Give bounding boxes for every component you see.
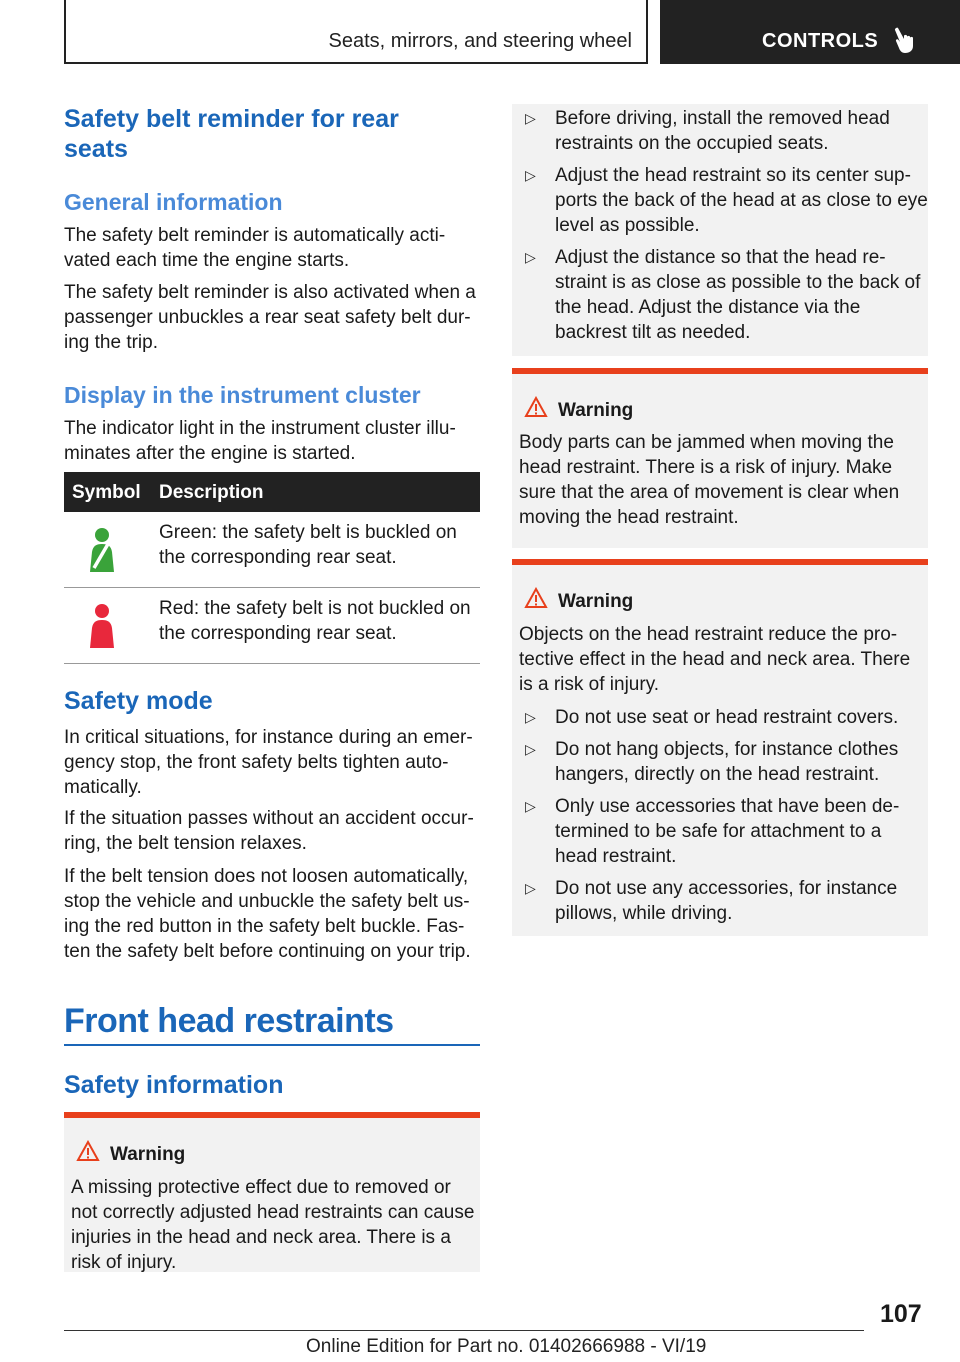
warning-triangle-icon: [524, 396, 548, 418]
list-item: ▷ Adjust the head restraint so its center sup-ports the back of the head at as close to eye level as possible.: [512, 163, 928, 238]
warning-box-objects: [512, 559, 928, 936]
warning-triangle-icon: [524, 587, 548, 609]
heading-general-information: General information: [64, 189, 283, 215]
footer-rule: [64, 1330, 864, 1331]
pointing-hand-icon: [894, 26, 920, 54]
list-item: ▷ Before driving, install the removed head restraints on the occupied seats.: [512, 106, 928, 156]
heading-underline: [64, 1044, 480, 1046]
list-item: ▷ Only use accessories that have been de-termined to be safe for attachment to a head restraint.: [512, 794, 928, 869]
paragraph-safety-mode-3: If the belt tension does not loosen automatically, stop the vehicle and unbuckle the safety belt us-ing the red button in the safety belt buckle. Fas-ten the safety belt before continuing on your trip.: [64, 866, 471, 962]
header-section-title: Seats, mirrors, and steering wheel: [328, 30, 632, 52]
belt-unbuckled-icon: [86, 602, 118, 650]
instruction-box: [512, 104, 928, 356]
warning-title: Warning: [558, 400, 634, 421]
table-row: [64, 512, 480, 588]
header-chapter-title: CONTROLS: [762, 30, 879, 52]
table-header-symbol: Symbol: [72, 482, 141, 503]
warning-title: Warning: [558, 591, 634, 612]
page-number: 107: [880, 1300, 922, 1328]
section-title-belt-reminder: Safety belt reminder for rear seats: [64, 105, 399, 163]
symbol-table: [64, 472, 480, 664]
table-row: [64, 588, 480, 664]
heading-safety-information: Safety information: [64, 1071, 284, 1099]
footer-edition: Online Edition for Part no. 01402666988 - VI/19: [306, 1336, 707, 1357]
warning-box-removed-restraints: [64, 1112, 480, 1272]
paragraph-general-2: The safety belt reminder is also activated when a passenger unbuckles a rear seat safety belt dur-ing the trip.: [64, 282, 476, 353]
table-row-description: Red: the safety belt is not buckled on the corresponding rear seat.: [159, 598, 471, 644]
instruction-list: [512, 106, 928, 352]
table-header-description: Description: [159, 482, 264, 503]
paragraph-general-1: The safety belt reminder is automatically acti-vated each time the engine starts.: [64, 225, 446, 271]
table-row-description: Green: the safety belt is buckled on the corresponding rear seat.: [159, 522, 457, 568]
warning-title: Warning: [110, 1144, 186, 1165]
header-section-box: [64, 0, 648, 64]
list-item: ▷ Adjust the distance so that the head re-straint is as close as possible to the back of the head. Adjust the distance via the backrest tilt as needed.: [512, 245, 928, 345]
warning-text: Objects on the head restraint reduce the pro-tective effect in the head and neck area. There is a risk of injury.: [519, 624, 911, 695]
warning-text: Body parts can be jammed when moving the head restraint. There is a risk of injury. Make sure that the area of movement is clear when moving the head restraint.: [519, 432, 900, 528]
list-item: ▷ Do not use any accessories, for instance pillows, while driving.: [512, 876, 928, 926]
heading-display-instrument-cluster: Display in the instrument cluster: [64, 382, 421, 408]
paragraph-safety-mode-1: In critical situations, for instance during an emer-gency stop, the front safety belts tighten auto-matically.: [64, 727, 473, 798]
warning-box-jammed: [512, 368, 928, 548]
list-item: ▷ Do not hang objects, for instance clothes hangers, directly on the head restraint.: [512, 737, 928, 787]
heading-front-head-restraints: Front head restraints: [64, 1002, 394, 1040]
warning-text: A missing protective effect due to removed or not correctly adjusted head restraints can cause injuries in the head and neck area. There is a risk of injury.: [71, 1177, 475, 1273]
belt-buckled-icon: [86, 526, 118, 574]
table-header: [64, 472, 480, 512]
list-item: ▷ Do not use seat or head restraint covers.: [512, 705, 928, 730]
paragraph-display: The indicator light in the instrument cluster illu-minates after the engine is started.: [64, 418, 456, 464]
paragraph-safety-mode-2: If the situation passes without an accident occur-ring, the belt tension relaxes.: [64, 808, 474, 854]
heading-safety-mode: Safety mode: [64, 687, 213, 715]
header-chapter-box: [660, 0, 960, 64]
warning-list: [512, 705, 928, 933]
warning-triangle-icon: [76, 1140, 100, 1162]
